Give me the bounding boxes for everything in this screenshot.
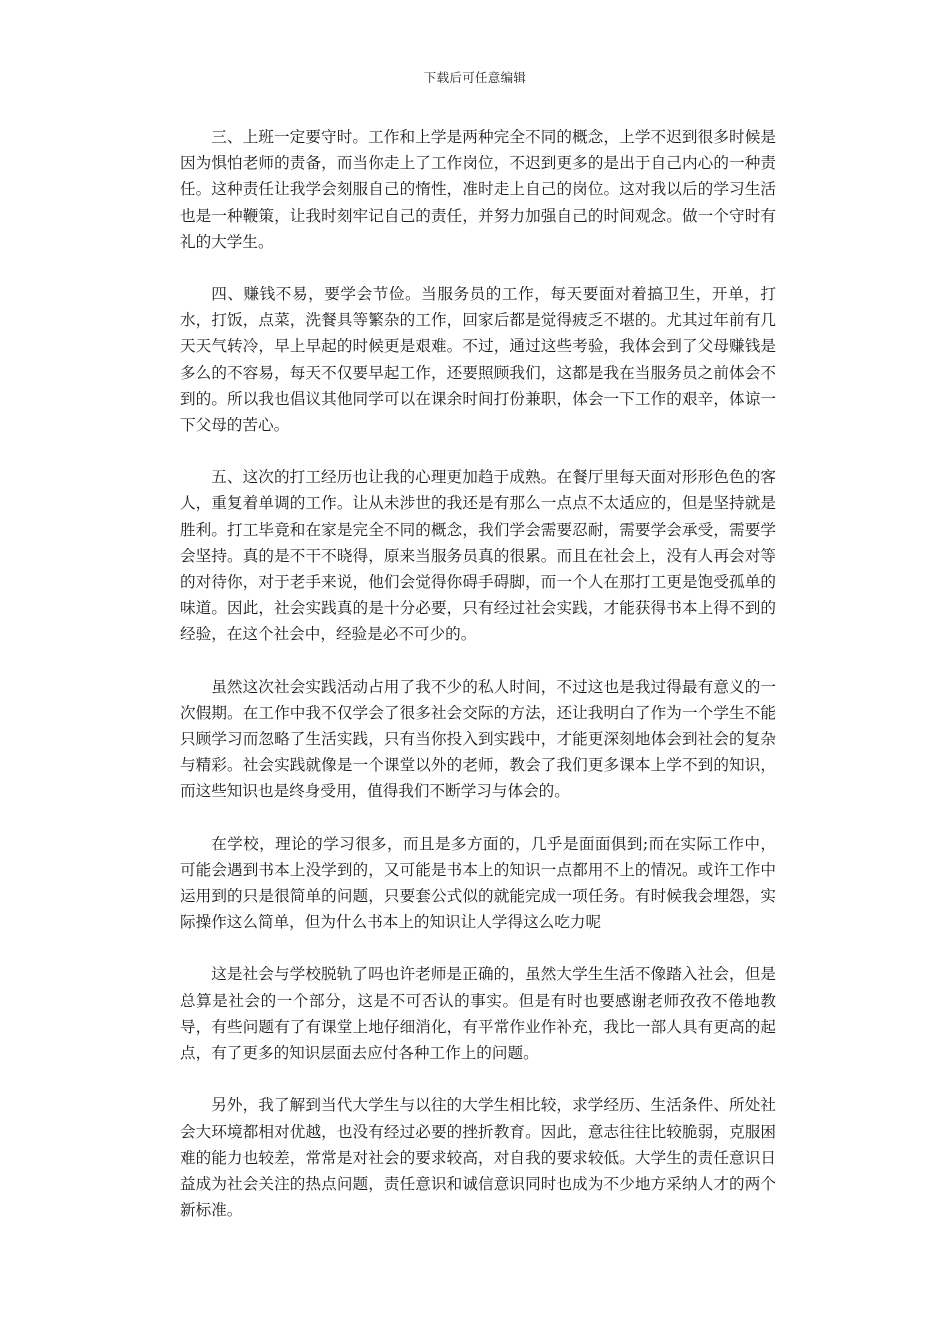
paragraph-modern-students: 另外，我了解到当代大学生与以往的大学生相比较，求学经历、生活条件、所处社会大环境都相对优越，也没有经过必要的挫折教育。因此，意志往往比较脆弱，克服困难的能力也较差，常常是对社会的要求较高，对自我的要求较低。大学生的责任意识日益成为社会关注的热点问题，责任意识和诚信意识同时也成为不少地方采纳人才的两个新标准。 — [180, 1096, 776, 1220]
document-body — [180, 124, 776, 1249]
paragraph-punctuality: 三、上班一定要守时。工作和上学是两种完全不同的概念，上学不迟到很多时候是因为惧怕老师的责备，而当你走上了工作岗位，不迟到更多的是出于自己内心的一种责任。这种责任让我学会刻服自己的惰性，准时走上自己的岗位。这对我以后的学习生活也是一种鞭策，让我时刻牢记自己的责任，并努力加强自己的时间观念。做一个守时有礼的大学生。 — [180, 128, 776, 251]
paragraph-practice-value: 虽然这次社会实践活动占用了我不少的私人时间，不过这也是我过得最有意义的一次假期。在工作中我不仅学会了很多社会交际的方法，还让我明白了作为一个学生不能只顾学习而忽略了生活实践，只有当你投入到实践中，才能更深刻地体会到社会的复杂与精彩。社会实践就像是一个课堂以外的老师，教会了我们更多课本上学不到的知识，而这些知识也是终身受用，值得我们不断学习与体会的。 — [180, 677, 776, 801]
page-header-note: 下载后可任意编辑 — [423, 70, 527, 85]
paragraph-school-society: 这是社会与学校脱轨了吗也许老师是正确的，虽然大学生生活不像踏入社会，但是总算是社会的一个部分，这是不可否认的事实。但是有时也要感谢老师孜孜不倦地教导，有些问题有了有课堂上地仔细消化，有平常作业作补充，我比一部人具有更高的起点，有了更多的知识层面去应付各种工作上的问题。 — [180, 965, 776, 1063]
paragraph-theory-vs-work: 在学校，理论的学习很多，而且是多方面的，几乎是面面俱到;而在实际工作中，可能会遇到书本上没学到的，又可能是书本上的知识一点都用不上的情况。或许工作中运用到的只是很简单的问题，只要套公式似的就能完成一项任务。有时候我会埋怨，实际操作这么简单，但为什么书本上的知识让人学得这么吃力呢 — [180, 834, 776, 932]
paragraph-maturity: 五、这次的打工经历也让我的心理更加趋于成熟。在餐厅里每天面对形形色色的客人，重复着单调的工作。让从未涉世的我还是有那么一点点不太适应的，但是坚持就是胜利。打工毕竟和在家是完全不同的概念，我们学会需要忍耐，需要学会承受，需要学会坚持。真的是不干不晓得，原来当服务员真的很累。而且在社会上，没有人再会对等的对待你，对于老手来说，他们会觉得你碍手碍脚，而一个人在那打工更是饱受孤单的味道。因此，社会实践真的是十分必要，只有经过社会实践，才能获得书本上得不到的经验，在这个社会中，经验是必不可少的。 — [180, 468, 776, 644]
paragraph-frugality: 四、赚钱不易，要学会节俭。当服务员的工作，每天要面对着搞卫生，开单，打水，打饭，点菜，洗餐具等繁杂的工作，回家后都是觉得疲乏不堪的。尤其过年前有几天天气转冷，早上早起的时候更是艰难。不过，通过这些考验，我体会到了父母赚钱是多么的不容易，每天不仅要早起工作，还要照顾我们，这都是我在当服务员之前体会不到的。所以我也倡议其他同学可以在课余时间打份兼职，体会一下工作的艰辛，体谅一下父母的苦心。 — [180, 285, 776, 435]
